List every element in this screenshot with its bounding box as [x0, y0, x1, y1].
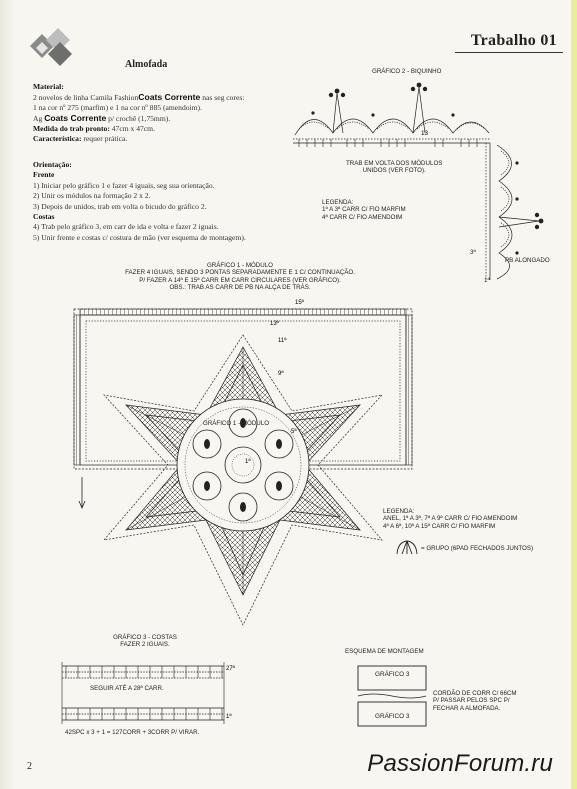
grafico1-legend-1: ANEL, 1ª A 3ª, 7ª A 9ª CARR C/ FIO AMENDOIM — [383, 515, 518, 523]
grafico1-row13: 13ª — [270, 321, 279, 327]
page-edge-highlight — [571, 0, 577, 789]
page-number: 2 — [27, 761, 32, 772]
grafico1-instructions-3: OBS.: TRAB AS CARR DE PB NA ALÇA DE TRÁS. — [169, 284, 311, 292]
grafico1-group-legend: = GRUPO (6PAD FECHADOS JUNTOS) — [421, 545, 534, 552]
grafico3-row27: 27ª — [226, 666, 235, 672]
watermark: PassionForum.ru — [367, 750, 553, 777]
material-line3-pre: Ag — [33, 114, 45, 123]
front-heading: Frente — [33, 170, 55, 180]
grafico1-diagram — [60, 295, 430, 650]
grafico1-legend — [383, 508, 517, 530]
characteristic-value: requer prática. — [81, 134, 128, 143]
grafico3-title: GRÁFICO 3 - COSTAS — [113, 634, 177, 641]
grafico2-note — [346, 160, 442, 175]
grafico1-row11: 11ª — [278, 338, 287, 344]
grafico2-note-line1: TRAB EM VOLTA DOS MÓDULOS — [346, 160, 443, 167]
characteristic-label: Característica: — [33, 134, 82, 143]
page-gutter — [0, 0, 14, 789]
size-value: 47cm x 47cm. — [109, 124, 155, 133]
grafico1-row5: 5ª — [291, 429, 297, 435]
esquema-box-top: GRÁFICO 3 — [375, 671, 410, 678]
grafico1-instructions-1: FAZER 4 IGUAIS, SENDO 3 PONTAS SEPARADAMENTE E 1 C/ CONTINUAÇÃO. — [125, 269, 355, 277]
esquema-title: ESQUEMA DE MONTAGEM — [345, 648, 424, 655]
magazine-logo — [26, 26, 78, 66]
grafico2-row1: 1ª — [484, 277, 490, 284]
material-block — [33, 82, 303, 144]
grafico3-diagram — [58, 658, 238, 728]
material-label: Material: — [33, 82, 64, 91]
grafico1-header — [100, 262, 380, 292]
grafico1-row1: 1ª — [245, 459, 251, 465]
article-title: Almofada — [125, 59, 168, 70]
grafico3-row1: 1ª — [226, 714, 232, 720]
grafico1-title: GRÁFICO 1 - MÓDULO — [206, 262, 273, 269]
brand-name: Coats Corrente — [138, 92, 201, 102]
grafico2-legend-2: 4ª CARR C/ FIO AMENDOIM — [322, 213, 403, 221]
grafico3-header — [95, 634, 195, 649]
material-line1: 2 novelos de linha Camila Fashion — [33, 93, 139, 102]
material-line3-post: p/ crochê (1,75mm). — [106, 114, 171, 123]
grafico2-title: GRÁFICO 2 - BIQUINHO — [372, 68, 442, 75]
grafico1-instructions-2: P/ FAZER A 14ª E 15ª CARR EM CARR CIRCULARES (VER GRÁFICO). — [139, 276, 341, 284]
grafico2-pb-label: PB ALONGADO — [505, 257, 550, 264]
grafico1-legend-2: 4ª A 6ª, 10ª A 15ª CARR C/ FIO MARFIM — [383, 522, 496, 530]
esquema-note-2: P/ PASSAR PELOS SPC P/ — [433, 697, 510, 705]
grafico2-row3: 3ª — [470, 249, 476, 256]
step-4: 4) Trab pelo gráfico 3, em carr de ida e volta e fazer 2 iguais. — [33, 222, 219, 232]
grafico1-row15: 15ª — [295, 300, 304, 306]
esquema-note — [433, 690, 517, 712]
grafico3-repeat-note: SEGUIR ATÉ A 28ª CARR. — [90, 685, 164, 692]
grafico3-formula: 42SPC x 3 + 1 = 127CORR + 3CORR P/ VIRAR. — [65, 729, 200, 736]
step-1: 1) Iniciar pelo gráfico 1 e fazer 4 iguais, seg sua orientação. — [33, 180, 215, 190]
esquema-note-3: FECHAR A ALMOFADA. — [433, 704, 501, 712]
esquema-note-1: CORDÃO DE CORR C/ 66CM — [433, 690, 517, 697]
group-symbol-icon — [394, 538, 420, 556]
grafico1-legend-title: LEGENDA: — [383, 508, 415, 515]
grafico3-subtitle: FAZER 2 IGUAIS. — [120, 641, 170, 649]
orientation-block — [33, 160, 313, 243]
brand-name-2: Coats Corrente — [44, 113, 107, 123]
material-line1-post: nas seg cores: — [200, 93, 245, 102]
grafico1-row9: 9ª — [278, 371, 284, 377]
esquema-box-bottom: GRÁFICO 3 — [375, 713, 410, 720]
step-5: 5) Unir frente e costas c/ costura de mão (ver esquema de montagem). — [33, 232, 246, 242]
page-title: Trabalho 01 — [470, 32, 557, 49]
title-rule — [455, 52, 563, 53]
size-label: Medida do trab pronto: — [33, 124, 110, 133]
grafico1-inner-label: GRÁFICO 1 - MÓDULO — [203, 420, 270, 427]
step-2: 2) Unir os módulos na formação 2 x 2. — [33, 191, 151, 201]
step-3: 3) Depois de unidos, trab em volta o bicudo do gráfico 2. — [33, 201, 207, 211]
grafico2-legend-title: LEGENDA: — [322, 199, 354, 206]
grafico2-legend-1: 1ª A 3ª CARR C/ FIO MARFIM — [322, 206, 406, 214]
material-line2: 1 na cor nº 275 (marfim) e 1 na cor nº 885 (amendoim). — [33, 103, 202, 112]
back-heading: Costas — [33, 212, 55, 222]
grafico2-note-line2: UNIDOS (VER FOTO). — [362, 167, 426, 175]
grafico2-repeat: 13 — [421, 130, 429, 137]
grafico2-legend — [322, 199, 406, 221]
orientation-title: Orientação: — [33, 160, 72, 169]
